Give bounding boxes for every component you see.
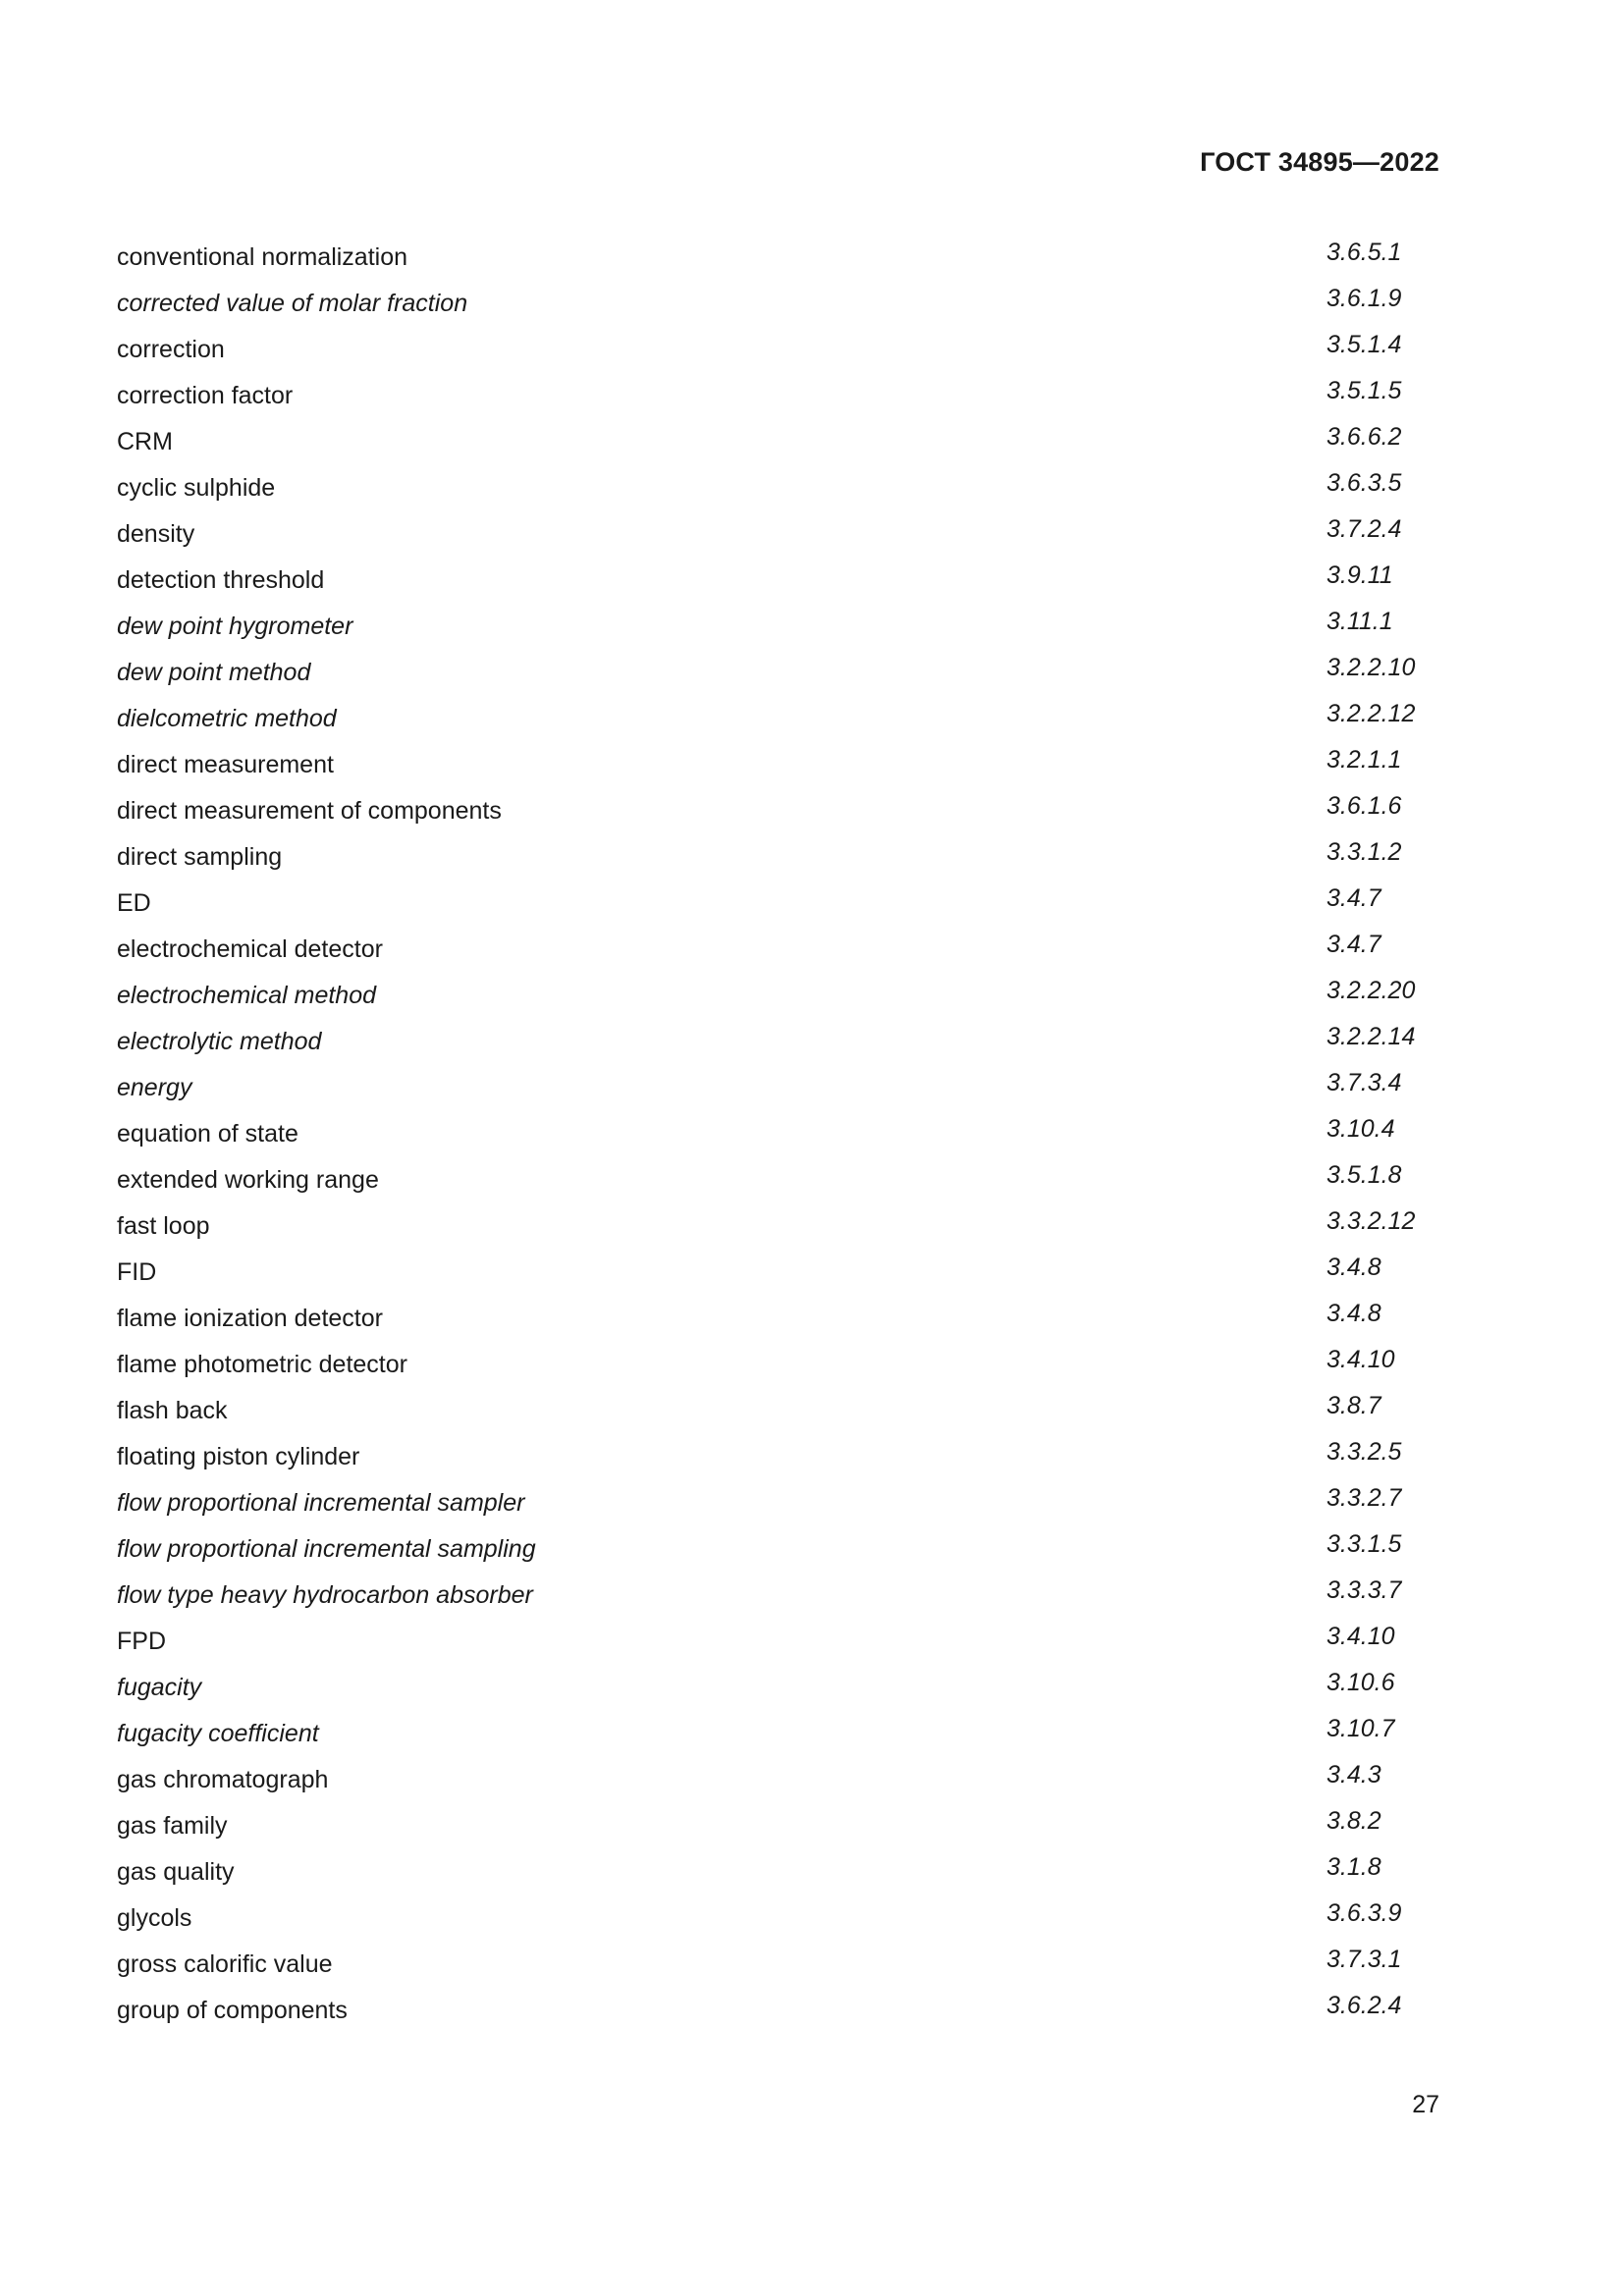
index-term: detection threshold — [117, 566, 325, 594]
index-reference: 3.9.11 — [1326, 561, 1393, 589]
index-reference: 3.4.8 — [1326, 1300, 1381, 1327]
index-reference: 3.4.7 — [1326, 931, 1381, 958]
index-entry — [117, 883, 1439, 930]
index-reference: 3.7.3.4 — [1326, 1069, 1402, 1096]
index-entry — [117, 1114, 1439, 1160]
index-term: dew point method — [117, 659, 311, 686]
index-entry — [117, 561, 1439, 607]
index-reference: 3.3.1.5 — [1326, 1530, 1402, 1558]
index-entry — [117, 514, 1439, 561]
index-entry — [117, 1345, 1439, 1391]
index-reference: 3.3.2.12 — [1326, 1207, 1416, 1235]
index-term: direct measurement — [117, 751, 334, 778]
index-entry — [117, 1483, 1439, 1529]
index-term: fugacity coefficient — [117, 1720, 319, 1747]
index-term: ED — [117, 889, 151, 917]
index-entry — [117, 468, 1439, 514]
index-entry — [117, 930, 1439, 976]
index-term: dew point hygrometer — [117, 613, 353, 640]
index-term: fugacity — [117, 1674, 202, 1701]
index-reference: 3.2.1.1 — [1326, 746, 1402, 774]
index-entry — [117, 284, 1439, 330]
index-term: equation of state — [117, 1120, 298, 1148]
index-term: flame photometric detector — [117, 1351, 407, 1378]
index-entry — [117, 837, 1439, 883]
index-term: energy — [117, 1074, 192, 1101]
index-reference: 3.7.2.4 — [1326, 515, 1402, 543]
index-reference: 3.2.2.20 — [1326, 977, 1416, 1004]
index-entry — [117, 1437, 1439, 1483]
index-reference: 3.3.2.5 — [1326, 1438, 1402, 1466]
index-reference: 3.2.2.12 — [1326, 700, 1416, 727]
index-entry — [117, 791, 1439, 837]
index-reference: 3.6.6.2 — [1326, 423, 1402, 451]
index-term: direct sampling — [117, 843, 283, 871]
index-reference: 3.4.10 — [1326, 1346, 1395, 1373]
index-reference: 3.6.2.4 — [1326, 1992, 1402, 2019]
index-entry — [117, 1991, 1439, 2037]
index-entry — [117, 1206, 1439, 1253]
index-entry — [117, 1760, 1439, 1806]
index-reference: 3.4.10 — [1326, 1623, 1395, 1650]
index-reference: 3.6.1.6 — [1326, 792, 1402, 820]
index-reference: 3.3.3.7 — [1326, 1576, 1402, 1604]
index-entry — [117, 238, 1439, 284]
index-term: direct measurement of components — [117, 797, 502, 825]
index-term: floating piston cylinder — [117, 1443, 360, 1470]
index-entry — [117, 1945, 1439, 1991]
index-entry — [117, 1575, 1439, 1622]
index-reference: 3.10.6 — [1326, 1669, 1395, 1696]
index-entry — [117, 1622, 1439, 1668]
index-term: correction — [117, 336, 225, 363]
index-entry — [117, 376, 1439, 422]
term-index-list — [117, 238, 1439, 2037]
index-term: flow type heavy hydrocarbon absorber — [117, 1581, 533, 1609]
index-reference: 3.3.1.2 — [1326, 838, 1402, 866]
index-term: gross calorific value — [117, 1950, 333, 1978]
index-entry — [117, 1852, 1439, 1898]
index-reference: 3.6.3.5 — [1326, 469, 1402, 497]
index-reference: 3.4.3 — [1326, 1761, 1381, 1789]
index-reference: 3.3.2.7 — [1326, 1484, 1402, 1512]
index-entry — [117, 607, 1439, 653]
index-reference: 3.1.8 — [1326, 1853, 1381, 1881]
index-entry — [117, 1529, 1439, 1575]
index-entry — [117, 745, 1439, 791]
index-reference: 3.8.2 — [1326, 1807, 1381, 1835]
index-reference: 3.6.3.9 — [1326, 1899, 1402, 1927]
index-term: correction factor — [117, 382, 294, 409]
index-reference: 3.8.7 — [1326, 1392, 1381, 1419]
index-term: gas family — [117, 1812, 228, 1840]
index-term: electrolytic method — [117, 1028, 322, 1055]
index-entry — [117, 1299, 1439, 1345]
index-reference: 3.11.1 — [1326, 608, 1393, 635]
index-term: density — [117, 520, 195, 548]
standard-header: ГОСТ 34895—2022 — [1200, 147, 1439, 177]
index-reference: 3.6.5.1 — [1326, 239, 1402, 266]
index-term: electrochemical detector — [117, 935, 383, 963]
index-term: gas quality — [117, 1858, 235, 1886]
index-entry — [117, 330, 1439, 376]
index-term: FPD — [117, 1628, 166, 1655]
index-reference: 3.2.2.10 — [1326, 654, 1416, 681]
index-term: flash back — [117, 1397, 228, 1424]
index-term: flow proportional incremental sampling — [117, 1535, 536, 1563]
index-entry — [117, 1806, 1439, 1852]
index-reference: 3.4.7 — [1326, 884, 1381, 912]
index-term: group of components — [117, 1997, 348, 2024]
index-entry — [117, 1898, 1439, 1945]
index-reference: 3.10.4 — [1326, 1115, 1395, 1143]
index-entry — [117, 1253, 1439, 1299]
index-entry — [117, 1668, 1439, 1714]
index-reference: 3.5.1.8 — [1326, 1161, 1402, 1189]
index-term: fast loop — [117, 1212, 210, 1240]
index-entry — [117, 653, 1439, 699]
index-term: FID — [117, 1258, 157, 1286]
index-term: electrochemical method — [117, 982, 377, 1009]
index-term: CRM — [117, 428, 173, 455]
index-reference: 3.4.8 — [1326, 1254, 1381, 1281]
index-term: glycols — [117, 1904, 192, 1932]
index-term: flow proportional incremental sampler — [117, 1489, 525, 1517]
index-reference: 3.5.1.5 — [1326, 377, 1402, 404]
index-entry — [117, 422, 1439, 468]
index-entry — [117, 976, 1439, 1022]
index-entry — [117, 1391, 1439, 1437]
index-entry — [117, 1160, 1439, 1206]
index-entry — [117, 1022, 1439, 1068]
index-term: corrected value of molar fraction — [117, 290, 468, 317]
index-reference: 3.5.1.4 — [1326, 331, 1402, 358]
index-entry — [117, 699, 1439, 745]
index-term: extended working range — [117, 1166, 379, 1194]
page-number: 27 — [1412, 2091, 1439, 2118]
index-term: flame ionization detector — [117, 1305, 383, 1332]
index-reference: 3.2.2.14 — [1326, 1023, 1416, 1050]
index-term: dielcometric method — [117, 705, 337, 732]
index-term: gas chromatograph — [117, 1766, 329, 1793]
index-reference: 3.10.7 — [1326, 1715, 1395, 1742]
index-reference: 3.7.3.1 — [1326, 1946, 1402, 1973]
index-entry — [117, 1714, 1439, 1760]
index-entry — [117, 1068, 1439, 1114]
index-reference: 3.6.1.9 — [1326, 285, 1402, 312]
index-term: cyclic sulphide — [117, 474, 276, 502]
index-term: conventional normalization — [117, 243, 408, 271]
